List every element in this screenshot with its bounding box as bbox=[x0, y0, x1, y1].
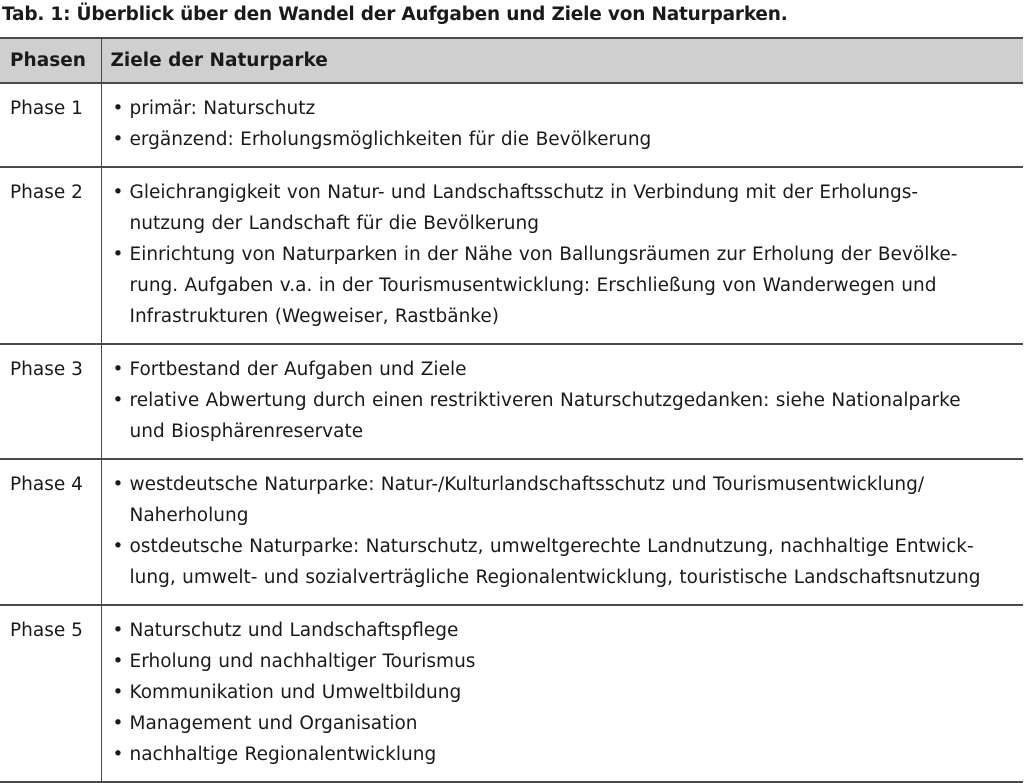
header-row bbox=[0, 38, 1023, 83]
table-row bbox=[0, 83, 1023, 167]
list-item: • Gleichrangigkeit von Natur- und Landschaftsschutz in Verbindung mit der Erholungs- nutzung der Landschaft für die Bevölkerung bbox=[112, 177, 1024, 239]
table-row bbox=[0, 344, 1023, 459]
goals-list bbox=[102, 84, 1024, 161]
goals-cell bbox=[101, 167, 1023, 344]
goals-cell bbox=[101, 344, 1023, 459]
list-item: • Kommunikation und Umweltbildung bbox=[112, 677, 1024, 708]
list-item: • relative Abwertung durch einen restriktiveren Naturschutzgedanken: siehe Nationalparke und Biosphärenreservate bbox=[112, 385, 1024, 447]
phase-cell: Phase 4 bbox=[0, 459, 101, 605]
table-row bbox=[0, 605, 1023, 782]
list-item: • Einrichtung von Naturparken in der Nähe von Ballungsräumen zur Erholung der Bevölke- rung. Aufgaben v.a. in der Tourismusentwicklung: Erschließung von Wanderwegen und Infrastrukturen (Wegweiser, Rastbänke) bbox=[112, 239, 1024, 332]
column-header-ziele: Ziele der Naturparke bbox=[101, 38, 1023, 83]
table-caption: Tab. 1: Überblick über den Wandel der Aufgaben und Ziele von Naturparken. bbox=[2, 4, 788, 25]
list-item: • Erholung und nachhaltiger Tourismus bbox=[112, 646, 1024, 677]
goals-list bbox=[102, 460, 1024, 599]
goals-list bbox=[102, 345, 1024, 453]
list-item: • nachhaltige Regionalentwicklung bbox=[112, 739, 1024, 770]
goals-list bbox=[102, 168, 1024, 338]
table-row bbox=[0, 459, 1023, 605]
list-item: • ostdeutsche Naturparke: Naturschutz, umweltgerechte Landnutzung, nachhaltige Entwick- lung, umwelt- und sozialverträgliche Regionalentwicklung, touristische Landschaftsnutzung bbox=[112, 531, 1024, 593]
table-body bbox=[0, 83, 1023, 782]
table-header bbox=[0, 38, 1023, 83]
goals-cell bbox=[101, 83, 1023, 167]
list-item: • westdeutsche Naturparke: Natur-/Kulturlandschaftsschutz und Tourismusentwicklung/ Naherholung bbox=[112, 469, 1024, 531]
goals-cell bbox=[101, 459, 1023, 605]
list-item: • Management und Organisation bbox=[112, 708, 1024, 739]
list-item: • Naturschutz und Landschaftspflege bbox=[112, 615, 1024, 646]
list-item: • Fortbestand der Aufgaben und Ziele bbox=[112, 354, 1024, 385]
phase-cell: Phase 5 bbox=[0, 605, 101, 782]
goals-cell bbox=[101, 605, 1023, 782]
phase-cell: Phase 1 bbox=[0, 83, 101, 167]
phase-cell: Phase 2 bbox=[0, 167, 101, 344]
list-item: • primär: Naturschutz bbox=[112, 93, 1024, 124]
list-item: • ergänzend: Erholungsmöglichkeiten für die Bevölkerung bbox=[112, 124, 1024, 155]
table-row bbox=[0, 167, 1023, 344]
goals-list bbox=[102, 606, 1024, 776]
column-header-phasen: Phasen bbox=[0, 38, 101, 83]
phase-cell: Phase 3 bbox=[0, 344, 101, 459]
naturparke-table bbox=[0, 37, 1023, 783]
